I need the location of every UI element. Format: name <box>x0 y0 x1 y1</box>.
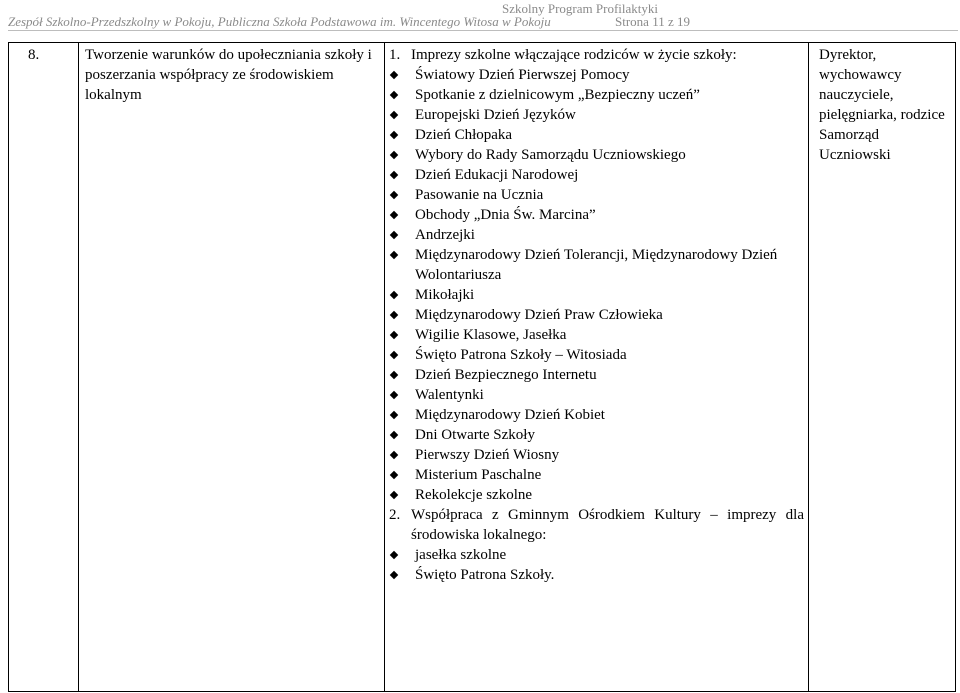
list-item-text: Międzynarodowy Dzień Kobiet <box>415 407 605 423</box>
list-item-text: Spotkanie z dzielnicowym „Bezpieczny uczeń” <box>415 87 700 103</box>
bullet-icon <box>390 291 398 299</box>
bullet-icon <box>390 211 398 219</box>
bullet-icon <box>390 151 398 159</box>
bullet-icon <box>390 71 398 79</box>
bullet-icon <box>390 111 398 119</box>
list-item-text: Mikołajki <box>415 287 475 303</box>
list-item-text: jasełka szkolne <box>415 547 507 563</box>
list-item <box>385 445 808 465</box>
list-item <box>385 185 808 205</box>
list-item-text: Dzień Edukacji Narodowej <box>415 167 579 183</box>
list-item <box>385 485 808 505</box>
list-item <box>385 365 808 385</box>
row-number-cell <box>9 43 79 692</box>
list-item-text: Dzień Bezpiecznego Internetu <box>415 367 597 383</box>
bullet-icon <box>390 411 398 419</box>
list-item-text: Andrzejki <box>415 227 475 243</box>
actions-item-2 <box>385 505 808 545</box>
responsible-text: Dyrektor, wychowawcy nauczyciele, pielęgniarka, rodzice Samorząd Uczniowski <box>819 47 945 163</box>
list-item-text: Walentynki <box>415 387 484 403</box>
actions-item-1 <box>385 43 808 65</box>
bullet-icon <box>390 251 398 259</box>
list-item <box>385 145 808 165</box>
bullet-icon <box>390 571 398 579</box>
bullet-icon <box>390 331 398 339</box>
list-item-text: Święto Patrona Szkoły. <box>415 567 555 583</box>
bullet-icon <box>390 551 398 559</box>
list-item <box>385 285 808 305</box>
bullet-icon <box>390 351 398 359</box>
list-item-text: Pasowanie na Ucznia <box>415 187 544 203</box>
page-number: Strona 11 z 19 <box>615 14 690 29</box>
local-events-list <box>385 545 808 585</box>
list-item-text: Międzynarodowy Dzień Tolerancji, Międzynarodowy Dzień Wolontariusza <box>415 247 778 283</box>
list-item-text: Dni Otwarte Szkoły <box>415 427 535 443</box>
list-item-text: Światowy Dzień Pierwszej Pomocy <box>415 67 630 83</box>
list-item <box>385 545 808 565</box>
bullet-icon <box>390 311 398 319</box>
list-item <box>385 565 808 585</box>
task-cell <box>79 43 385 692</box>
bullet-icon <box>390 391 398 399</box>
list-item-text: Międzynarodowy Dzień Praw Człowieka <box>415 307 663 323</box>
list-item-text: Rekolekcje szkolne <box>415 487 533 503</box>
list-item <box>385 465 808 485</box>
program-title: Szkolny Program Profilaktyki <box>502 1 658 16</box>
bullet-icon <box>390 131 398 139</box>
responsible-cell <box>809 43 956 692</box>
item-title: Współpraca z Gminnym Ośrodkiem Kultury – imprezy dla środowiska lokalnego: <box>411 507 804 543</box>
list-item-text: Święto Patrona Szkoły – Witosiada <box>415 347 627 363</box>
list-item <box>385 385 808 405</box>
list-item <box>385 325 808 345</box>
list-item <box>385 245 808 285</box>
list-item <box>385 425 808 445</box>
list-item <box>385 305 808 325</box>
bullet-icon <box>390 191 398 199</box>
list-item <box>385 225 808 245</box>
bullet-icon <box>390 431 398 439</box>
list-item-text: Wigilie Klasowe, Jasełka <box>415 327 567 343</box>
list-item <box>385 405 808 425</box>
bullet-icon <box>390 491 398 499</box>
item-number: 1. <box>389 47 401 63</box>
list-item <box>385 345 808 365</box>
list-item-text: Wybory do Rady Samorządu Uczniowskiego <box>415 147 686 163</box>
list-item <box>385 85 808 105</box>
bullet-icon <box>390 451 398 459</box>
list-item-text: Dzień Chłopaka <box>415 127 513 143</box>
item-number: 2. <box>389 507 401 523</box>
row-number: 8. <box>28 47 40 63</box>
item-title: Imprezy szkolne włączające rodziców w życie szkoły: <box>411 47 737 63</box>
list-item <box>385 65 808 85</box>
bullet-icon <box>390 171 398 179</box>
task-text: Tworzenie warunków do upołeczniania szkoły i poszerzania współpracy ze środowiskiem lokalnym <box>85 47 372 103</box>
table-row <box>9 43 956 692</box>
bullet-icon <box>390 371 398 379</box>
list-item-text: Obchody „Dnia Św. Marcina” <box>415 207 596 223</box>
bullet-icon <box>390 471 398 479</box>
list-item <box>385 165 808 185</box>
program-table <box>8 42 956 692</box>
events-list <box>385 65 808 505</box>
bullet-icon <box>390 231 398 239</box>
school-name: Zespół Szkolno-Przedszkolny w Pokoju, Publiczna Szkoła Podstawowa im. Wincentego Witosa w Pokoju <box>8 14 551 29</box>
header-divider <box>8 30 958 31</box>
actions-cell <box>385 43 809 692</box>
list-item-text: Pierwszy Dzień Wiosny <box>415 447 560 463</box>
list-item-text: Misterium Paschalne <box>415 467 542 483</box>
list-item <box>385 125 808 145</box>
list-item-text: Europejski Dzień Języków <box>415 107 576 123</box>
list-item <box>385 105 808 125</box>
list-item <box>385 205 808 225</box>
bullet-icon <box>390 91 398 99</box>
